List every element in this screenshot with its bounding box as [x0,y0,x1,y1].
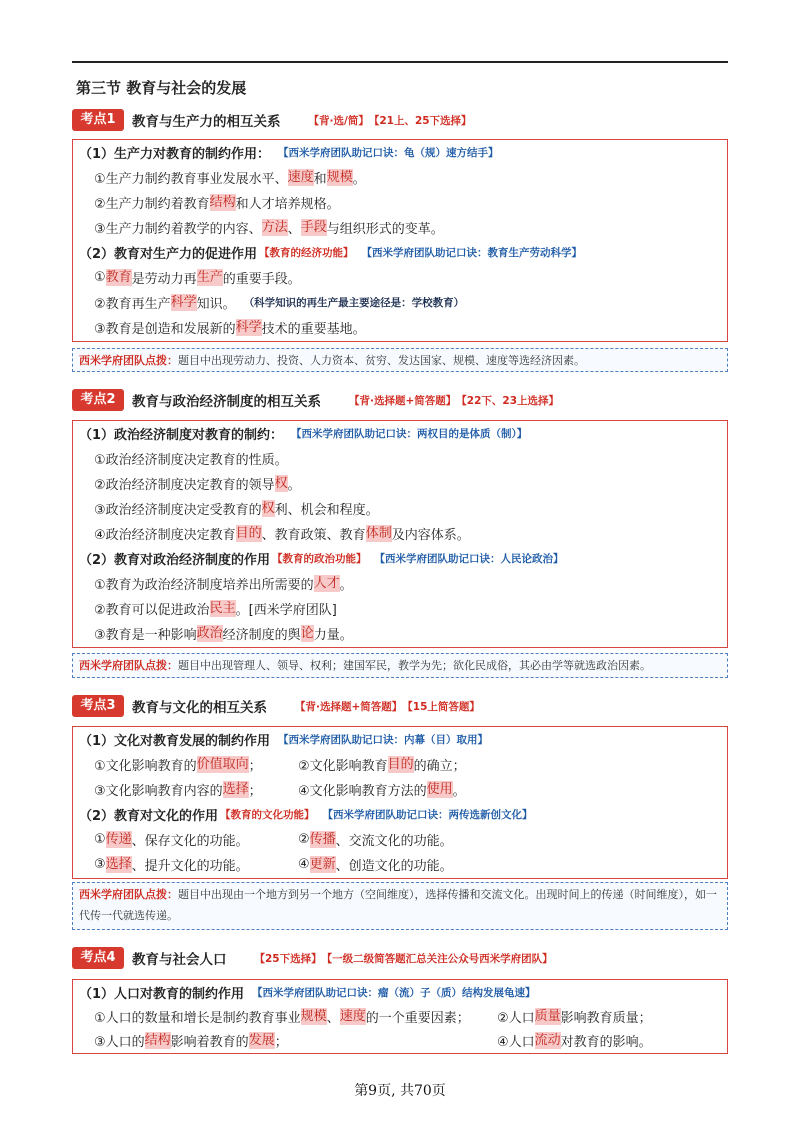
highlight: 传递 [105,832,132,847]
highlight: 更新 [309,857,336,872]
text-segment: ①生产力制约教育事业发展水平、 [94,172,288,187]
text-segment: ②教育再生产 [94,297,171,312]
highlight: 规模 [300,1008,327,1024]
kaodian-2-tip [72,653,728,678]
badge: 【背·选择题+简答题】 [349,394,457,407]
text-segment: 、 [287,222,301,237]
kaodian-3-box [72,726,728,879]
point-heading-text: （2）教育对文化的作用 [79,809,219,824]
mnemonic-tip: 【西米学府团队助记口诀：人民论政治】 [374,553,564,565]
text-segment: ③教育是创造和发展新的 [94,322,236,337]
page-number: 第9页, 共70页 [354,1083,446,1099]
highlight: 权 [261,501,275,516]
list-item [79,446,721,471]
highlight: 手段 [300,220,327,235]
tip-label: 西米学府团队点拨： [79,888,178,901]
kaodian-2-box [72,420,728,648]
text-segment: 的一个重要因素； [365,1010,470,1026]
tip-label: 西米学府团队点拨： [79,354,178,367]
point-heading-text: （1）人口对教育的制约作用 [79,986,245,1002]
point-heading [79,240,721,265]
list-row [79,1028,721,1052]
list-row [79,777,721,802]
text-segment: 力量。 [313,628,353,643]
text-segment: 、 [326,1010,340,1026]
point-heading-text: （1）政治经济制度对教育的制约： [79,428,284,443]
badge: 【21上、25下选择】 [368,114,472,127]
highlight: 速度 [339,1008,366,1024]
text-segment: 知识。 [196,297,236,312]
list-row [79,827,721,852]
text-segment: 。 [287,478,301,493]
list-item [298,755,466,774]
badge: 【22下、23上选择】 [456,394,560,407]
badge: 【背·选/简】 [308,114,369,127]
text-segment: 经济制度的舆 [222,628,301,643]
list-item [79,190,721,215]
list-item [79,315,721,340]
text-segment: ③生产力制约着教学的内容、 [94,222,262,237]
mnemonic-tip: 【西米学府团队助记口诀：龟（规）速方结手】 [278,147,499,159]
text-segment: ③文化影响教育内容的 [94,784,223,799]
kaodian-tag: 考点2 [72,389,124,411]
text-segment: ③ [94,857,106,872]
highlight: 科学 [170,295,197,310]
section-title: 第三节 教育与社会的发展 [76,79,247,97]
highlight: 规模 [326,170,353,185]
kaodian-title: 教育与文化的相互关系 [132,700,267,716]
kaodian-tag: 考点1 [72,109,124,131]
text-segment: ①政治经济制度决定教育的性质。 [94,453,288,468]
list-item [79,215,721,240]
list-item [79,496,721,521]
mnemonic-tip: 【西米学府团队助记口诀：瘤（流）子（质）结构发展龟速】 [252,986,536,999]
function-tag: 【教育的经济功能】 [259,247,354,259]
highlight: 传播 [309,832,336,847]
highlight: 质量 [534,1008,561,1024]
list-item [298,830,453,849]
mnemonic-tip: 【西米学府团队助记口诀：两权目的是体质（制）】 [291,428,528,440]
text-segment: 对教育的影响。 [560,1034,652,1050]
text-segment: 。 [352,172,366,187]
list-item [298,855,453,874]
text-segment: 和人才培养规格。 [235,197,340,212]
highlight: 选择 [105,857,132,872]
list-item [79,165,721,190]
list-item [94,1031,497,1050]
highlight: 目的 [235,526,262,541]
highlight: 民主 [209,601,236,616]
text-segment: ②教育可以促进政治 [94,603,210,618]
point-heading [79,546,721,571]
point-heading-text: （2）教育对生产力的促进作用 [79,247,258,262]
list-item [79,265,721,290]
text-segment: 的重要手段。 [222,272,301,287]
text-segment: 与组织形式的变革。 [326,222,444,237]
text-segment: 利、机会和程度。 [274,503,379,518]
list-item [79,571,721,596]
list-item [94,780,298,799]
text-segment: 影响教育质量； [560,1010,652,1026]
text-segment: ； [248,784,262,799]
text-segment: 、交流文化的功能。 [335,834,453,849]
mnemonic-tip: 【西米学府团队助记口诀：两传选新创文化】 [322,809,533,821]
text-segment: 的确立； [413,759,466,774]
kaodian-1-header [72,109,472,131]
text-segment: 是劳动力再 [131,272,197,287]
text-segment: 、提升文化的功能。 [131,859,249,874]
kaodian-4-box [72,979,728,1054]
text-segment: ②人口 [497,1010,535,1026]
text-segment: 技术的重要基地。 [261,322,366,337]
badge: 【25下选择】 [254,952,322,965]
text-segment: 。 [339,578,353,593]
highlight: 使用 [426,782,453,797]
highlight: 人才 [313,576,340,591]
highlight: 体制 [365,526,392,541]
tip-label: 西米学府团队点拨： [79,659,178,672]
list-item [94,855,298,874]
list-item [79,596,721,621]
text-segment: ① [94,270,106,285]
side-note: （科学知识的再生产最主要途径是：学校教育） [243,297,465,309]
text-segment: ④政治经济制度决定教育 [94,528,236,543]
text-segment: ①文化影响教育的 [94,759,197,774]
highlight: 发展 [248,1032,275,1048]
tip-text: 题目中出现劳动力、投资、人力资本、贫穷、发达国家、规模、速度等选经济因素。 [178,354,585,367]
text-segment: ①人口的数量和增长是制约教育事业 [94,1010,301,1026]
highlight: 论 [300,626,314,641]
kaodian-1-tip [72,348,728,372]
highlight: 选择 [222,782,249,797]
kaodian-badges [349,393,559,408]
list-item [497,1031,652,1050]
point-heading [79,980,721,1004]
text-segment: 、教育政策、教育 [261,528,366,543]
list-item [79,521,721,546]
highlight: 科学 [235,320,262,335]
list-item [298,780,466,799]
kaodian-title: 教育与社会人口 [132,952,227,968]
point-heading [79,140,721,165]
kaodian-3-header [72,695,480,717]
mnemonic-tip: 【西米学府团队助记口诀：教育生产劳动科学】 [361,247,583,259]
text-segment: 及内容体系。 [391,528,470,543]
kaodian-3-tip [72,882,728,930]
highlight: 价值取向 [196,757,249,772]
highlight: 教育 [105,270,132,285]
kaodian-title: 教育与政治经济制度的相互关系 [132,394,321,410]
text-segment: ②政治经济制度决定教育的领导 [94,478,275,493]
kaodian-badges [295,699,480,714]
point-heading [79,802,721,827]
badge: 【一级二级简答题汇总关注公众号西米学府团队】 [321,952,553,965]
badge: 【背·选择题+简答题】 [295,700,403,713]
list-item [94,1007,497,1026]
list-item [94,755,298,774]
list-row [79,1004,721,1028]
kaodian-4-header [72,947,553,969]
kaodian-1-box [72,139,728,342]
kaodian-badges [255,951,553,966]
text-segment: 、保存文化的功能。 [131,834,249,849]
text-segment: ④人口 [497,1034,535,1050]
text-segment: ①教育为政治经济制度培养出所需要的 [94,578,314,593]
highlight: 流动 [534,1032,561,1048]
function-tag: 【教育的政治功能】 [272,553,367,565]
list-row [79,852,721,877]
badge: 【15上简答题】 [402,700,480,713]
list-item [79,621,721,646]
list-item [79,471,721,496]
highlight: 方法 [261,220,288,235]
point-heading [79,421,721,446]
kaodian-badges [309,113,472,128]
point-heading-text: （2）教育对政治经济制度的作用 [79,553,271,568]
kaodian-tag: 考点4 [72,947,124,969]
list-item [94,830,298,849]
text-segment: ； [248,759,262,774]
text-segment: ②文化影响教育 [298,759,388,774]
text-segment: ① [94,832,106,847]
text-segment: ② [298,832,310,847]
text-segment: 、创造文化的功能。 [335,859,453,874]
text-segment: 和 [313,172,327,187]
tip-text: 题目中出现由一个地方到另一个地方（空间维度），选择传播和交流文化。出现时间上的传递（时间维度），如一代传一代就选传递。 [79,888,717,922]
highlight: 目的 [387,757,414,772]
text-segment: 。[西米学府团队] [235,603,337,618]
highlight: 结构 [144,1032,171,1048]
mnemonic-tip: 【西米学府团队助记口诀：内幕（目）取用】 [278,734,489,746]
tip-text: 题目中出现管理人、领导、权利；建国军民，教学为先；欲化民成俗，其必由学等就选政治因素。 [178,659,651,672]
text-segment: ④ [298,857,310,872]
text-segment: 。 [452,784,466,799]
list-item [497,1007,652,1026]
function-tag: 【教育的文化功能】 [220,809,315,821]
point-heading [79,727,721,752]
kaodian-2-header [72,389,559,411]
text-segment: ③教育是一种影响 [94,628,197,643]
list-item [79,290,721,315]
kaodian-tag: 考点3 [72,695,124,717]
list-row [79,752,721,777]
kaodian-title: 教育与生产力的相互关系 [132,114,281,130]
highlight: 速度 [287,170,314,185]
text-segment: ； [274,1034,288,1050]
text-segment: ②生产力制约着教育 [94,197,210,212]
highlight: 生产 [196,270,223,285]
point-heading-text: （1）文化对教育发展的制约作用 [79,734,271,749]
highlight: 结构 [209,195,236,210]
highlight: 权 [274,476,288,491]
text-segment: ④文化影响教育方法的 [298,784,427,799]
text-segment: ③政治经济制度决定受教育的 [94,503,262,518]
point-heading-text: （1）生产力对教育的制约作用： [79,147,271,162]
text-segment: ③人口的 [94,1034,145,1050]
highlight: 政治 [196,626,223,641]
text-segment: 影响着教育的 [170,1034,249,1050]
top-rule [72,61,728,63]
